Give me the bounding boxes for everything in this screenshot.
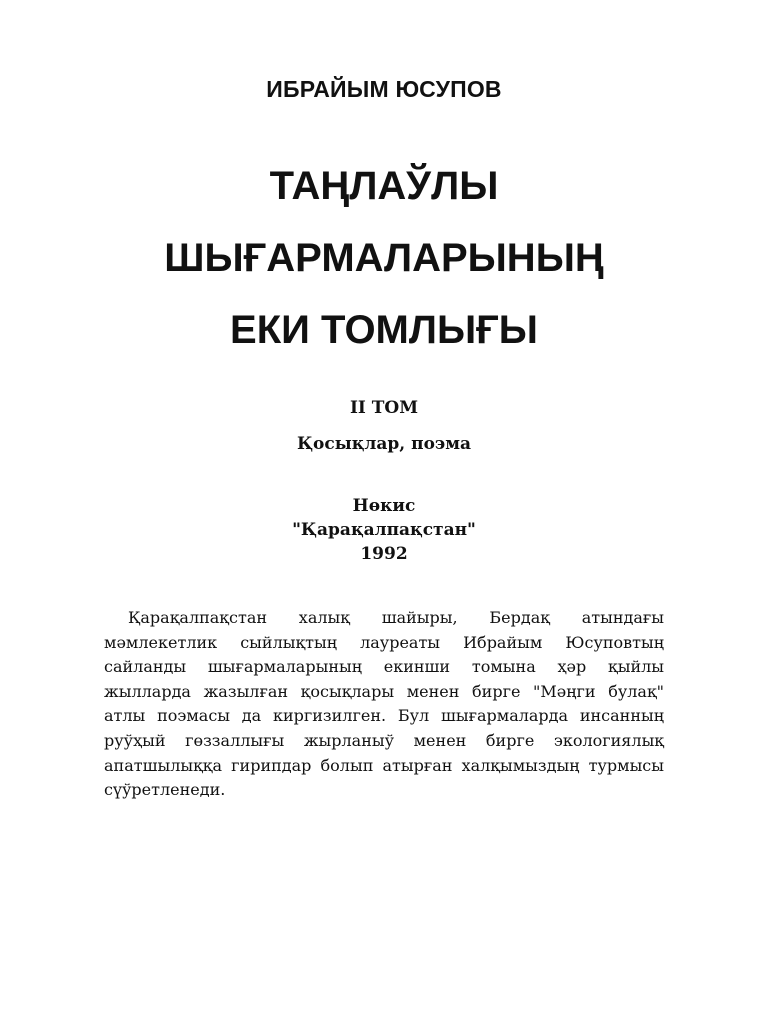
title-line-1: ТАҢЛАЎЛЫ <box>269 164 499 208</box>
title-line-3: ЕКИ ТОМЛЫҒЫ <box>230 308 538 352</box>
volume-label: II ТОМ <box>349 398 419 418</box>
genre-label: Қосықлар, поэма <box>296 434 472 454</box>
imprint-publisher: "Қарақалпақстан" <box>292 520 476 540</box>
imprint-year: 1992 <box>360 544 408 564</box>
imprint-city: Нөкис <box>352 496 416 516</box>
annotation-paragraph: Қарақалпақстан халық шайыры, Бердақ атындағы мәмлекетлик сыйлықтың лауреаты Ибрайым Юсуповтың сайланды шығармаларының екинши томына ҳәр қыйлы жылларда жазылған қосықлары менен бирге "Мәңги булақ" атлы поэмасы да киргизилген. Бул шығармаларда инсанның руўҳый гөззаллығы жырланыў менен бирге экологиялық апатшылыққа гирипдар болып атырған халқымыздың турмысы сүўретленеди. <box>104 608 664 800</box>
book-title <box>0 150 768 366</box>
title-line-2: ШЫҒАРМАЛАРЫНЫҢ <box>164 236 604 280</box>
author-name: ИБРАЙЫМ ЮСУПОВ <box>266 76 502 102</box>
imprint <box>0 494 768 566</box>
